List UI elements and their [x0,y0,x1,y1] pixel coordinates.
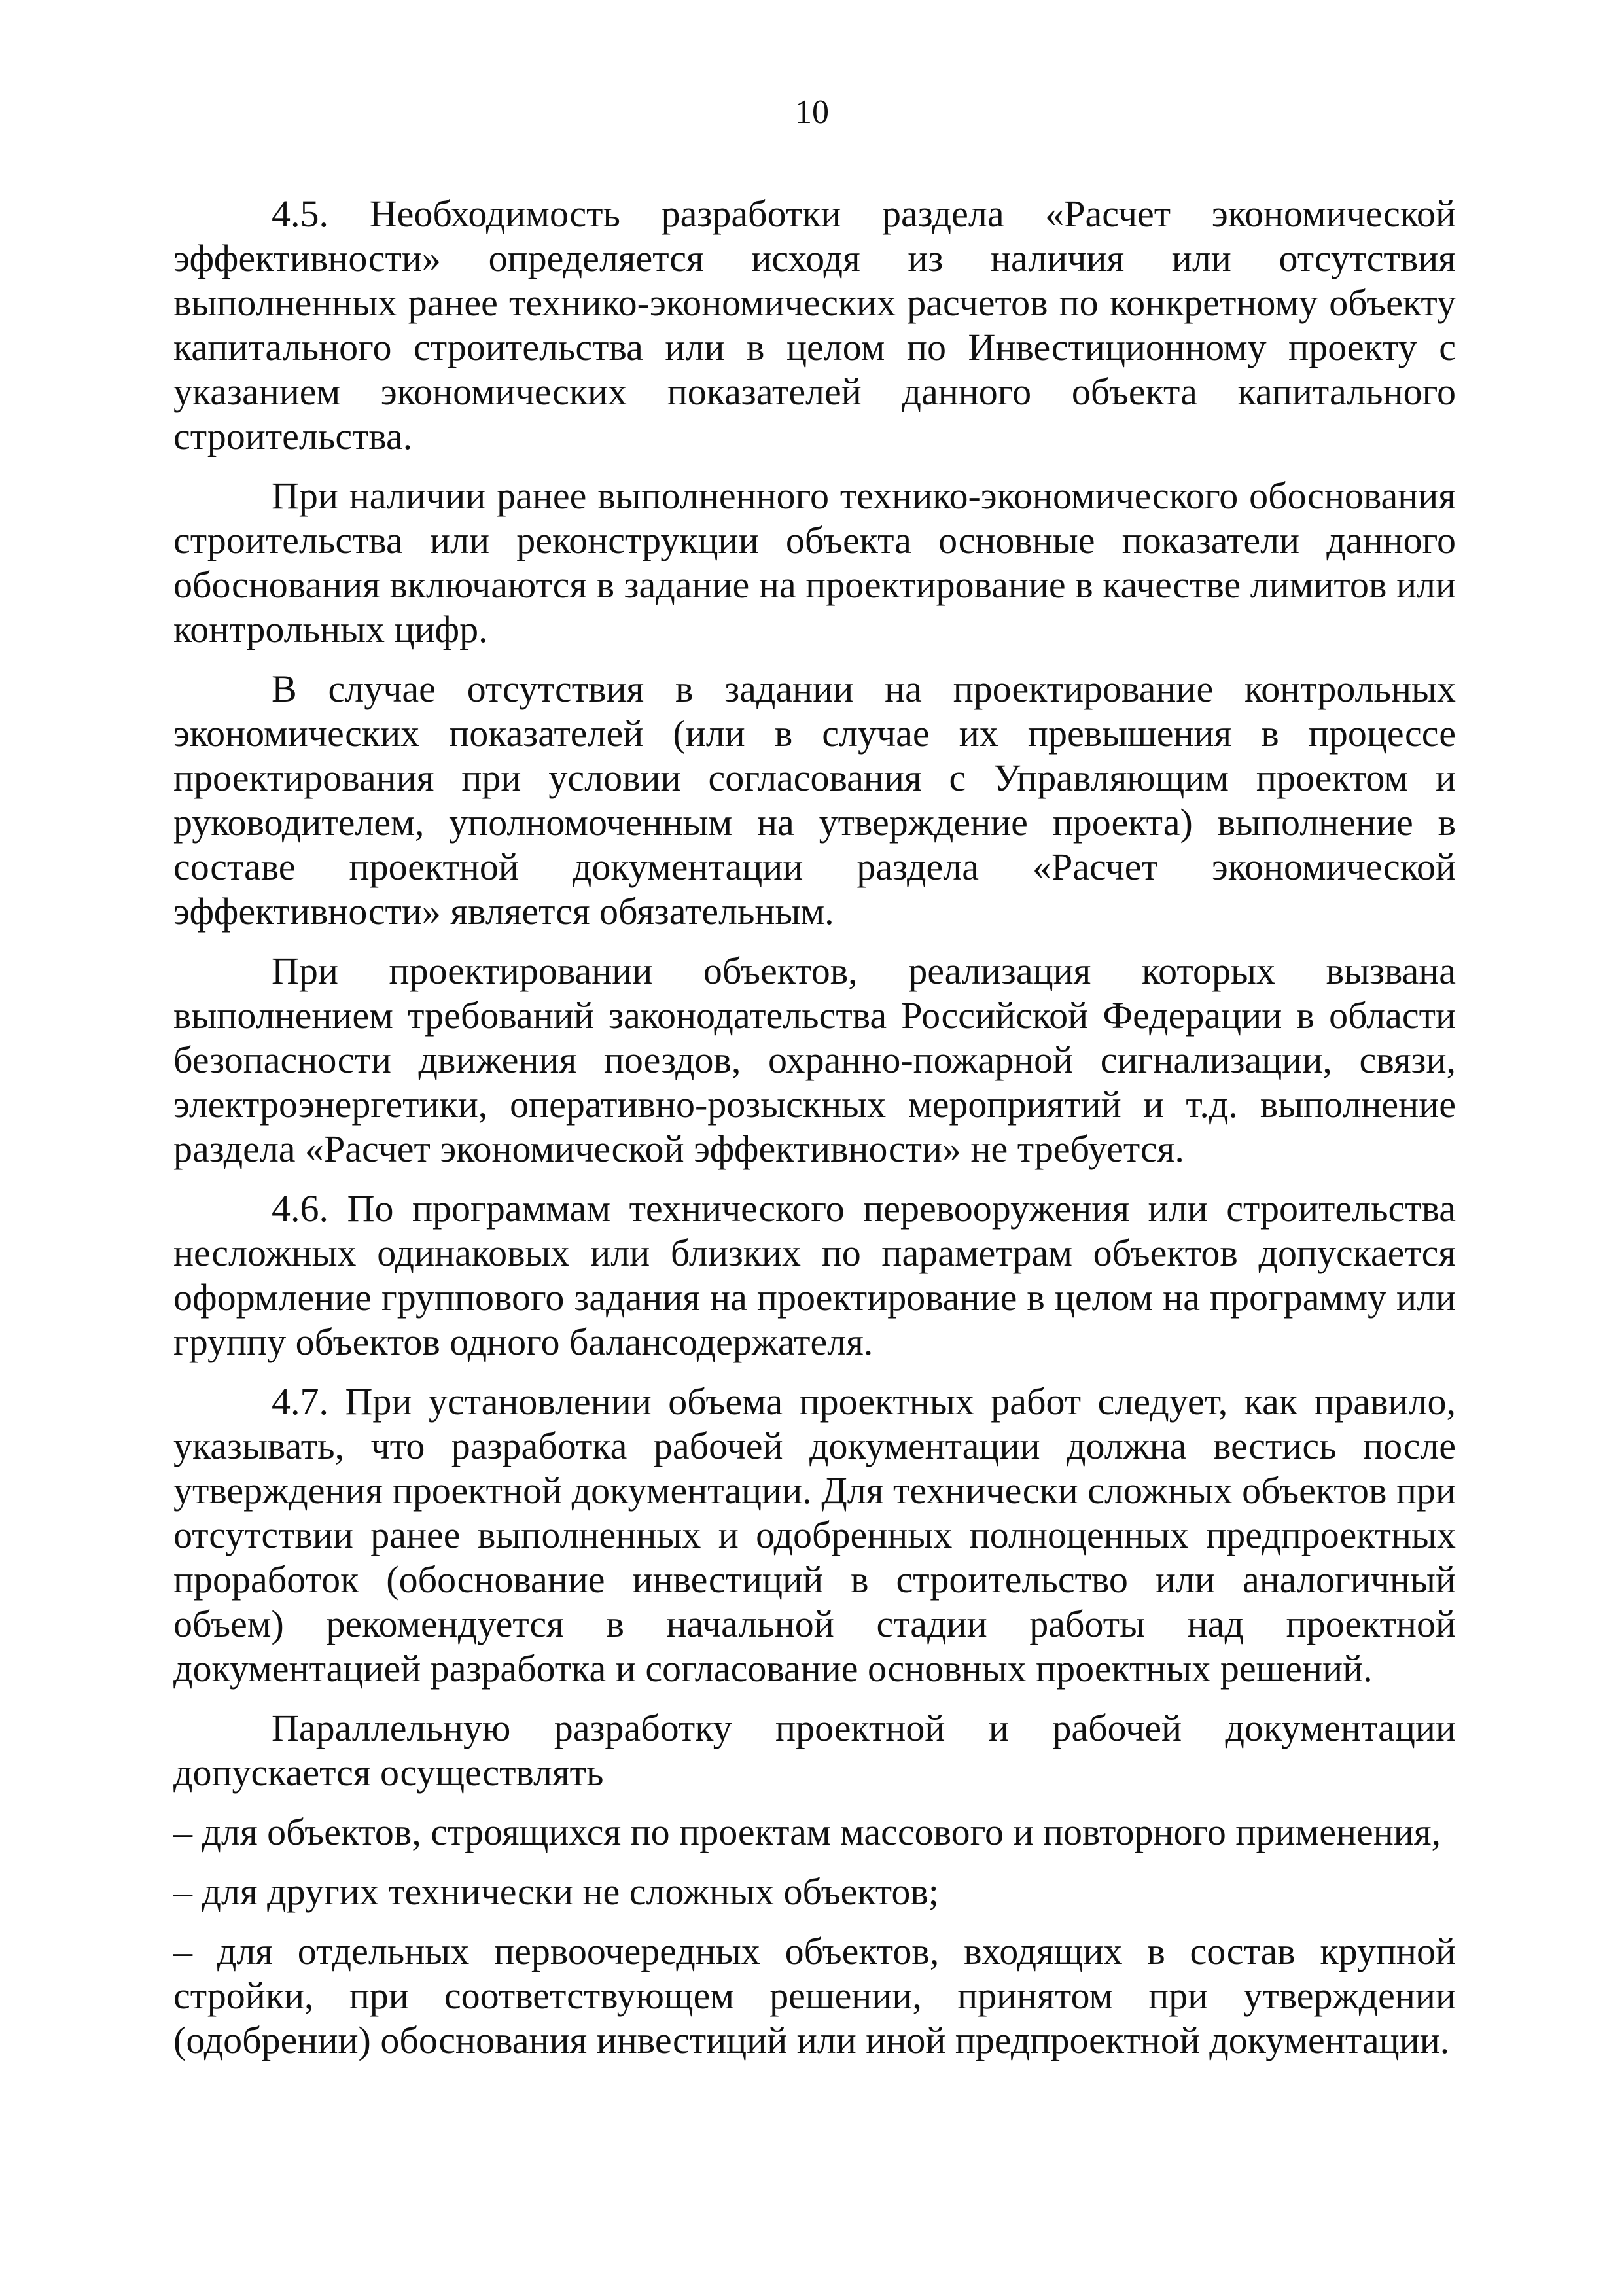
list-item: – для других технически не сложных объектов; [173,1870,939,1913]
paragraph-missing-indicators: В случае отсутствия в задании на проектирование контрольных экономических показателей (или в случае их превышения в процессе проектирования при условии согласования с Управляющим проектом и руководителем, уполномоченным на утверждение проекта) выполнение в составе проектной документации раздела «Расчет экономической эффективности» является обязательным. [173,667,1456,933]
paragraph-4-6: 4.6. По программам технического перевооружения или строительства несложных одинаковых или близких по параметрам объектов допускается оформление группового задания на проектирование в целом на программу или группу объектов одного балансодержателя. [173,1187,1456,1363]
document-body [173,192,1456,2078]
paragraph-feasibility-study: При наличии ранее выполненного технико-экономического обоснования строительства или реконструкции объекта основные показатели данного обоснования включаются в задание на проектирование в качестве лимитов или контрольных цифр. [173,474,1456,650]
list-item: – для отдельных первоочередных объектов, входящих в состав крупной стройки, при соответствующем решении, принятом при утверждении (одобрении) обоснования инвестиций или иной предпроектной документации. [173,1930,1456,2061]
paragraph-4-7: 4.7. При установлении объема проектных работ следует, как правило, указывать, что разработка рабочей документации должна вестись после утверждения проектной документации. Для технически сложных объектов при отсутствии ранее выполненных и одобренных полноценных предпроектных проработок (обоснование инвестиций в строительство или аналогичный объем) рекомендуется в начальной стадии работы над проектной документацией разработка и согласование основных проектных решений. [173,1380,1456,1690]
page-number: 10 [795,94,829,131]
paragraph-parallel-development: Параллельную разработку проектной и рабочей документации допускается осуществлять [173,1707,1456,1794]
paragraph-4-5: 4.5. Необходимость разработки раздела «Расчет экономической эффективности» определяется исходя из наличия или отсутствия выполненных ранее технико-экономических расчетов по конкретному объекту капитального строительства или в целом по Инвестиционному проекту с указанием экономических показателей данного объекта капитального строительства. [173,192,1456,457]
list-item: – для объектов, строящихся по проектам массового и повторного применения, [173,1811,1441,1853]
paragraph-legal-requirements: При проектировании объектов, реализация которых вызвана выполнением требований законодательства Российской Федерации в области безопасности движения поездов, охранно-пожарной сигнализации, связи, электроэнергетики, оперативно-розыскных мероприятий и т.д. выполнение раздела «Расчет экономической эффективности» не требуется. [173,950,1456,1170]
